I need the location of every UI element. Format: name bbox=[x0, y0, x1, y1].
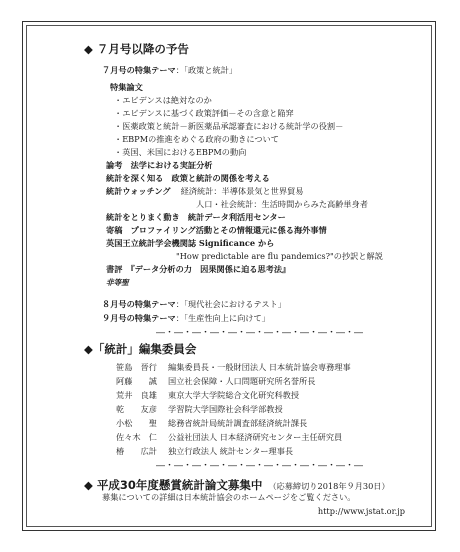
table-row bbox=[116, 433, 342, 441]
table-row bbox=[116, 447, 293, 455]
tokushu-label: 特集論文 bbox=[110, 82, 143, 92]
list-item: ・医薬政策と統計－新医薬品承認審査における統計学の役割－ bbox=[114, 121, 344, 131]
divider: ―・―・―・―・―・―・―・―・―・―・―・― bbox=[156, 328, 364, 338]
member-name: 荒井 良雄 bbox=[116, 390, 157, 400]
table-row bbox=[116, 405, 283, 413]
website-link[interactable]: http://www.jstat.or.jp bbox=[317, 506, 405, 516]
watching-item-1: 経済統計：半導体景気と世界貿易 bbox=[180, 186, 304, 196]
member-name: 椿 広計 bbox=[116, 446, 157, 456]
award-deadline: （応募締切り2018年９月30日） bbox=[268, 481, 390, 491]
aug-theme-value: ：「現代社会におけるテスト」 bbox=[175, 299, 286, 309]
divider: ―・―・―・―・―・―・―・―・―・―・―・― bbox=[156, 461, 364, 471]
rss-line: 英国王立統計学会機関誌 Significance から bbox=[106, 238, 275, 248]
watching-label: 統計ウォッチング bbox=[106, 186, 171, 196]
table-row bbox=[116, 391, 299, 399]
member-name: 小松 聖 bbox=[116, 418, 157, 428]
aug-theme-label: ８月号の特集テーマ bbox=[102, 299, 176, 309]
award-note: 募集についての詳細は日本統計協会のホームページをご覧ください。 bbox=[102, 492, 356, 502]
member-role: 国立社会保障・人口問題研究所名誉所長 bbox=[168, 376, 316, 386]
table-row bbox=[116, 363, 351, 371]
aug-theme-line bbox=[102, 300, 286, 308]
member-role: 学習院大学国際社会科学部教授 bbox=[168, 404, 283, 414]
member-name: 笹島 晉行 bbox=[116, 362, 157, 372]
table-row bbox=[116, 419, 307, 427]
member-name: 佐々木 仁 bbox=[116, 432, 157, 442]
list-item: ・エビデンスに基づく政策評価－その含意と陥穽 bbox=[114, 108, 294, 118]
july-theme-line bbox=[102, 66, 237, 74]
member-role: 公益社団法人 日本経済研究センター主任研究員 bbox=[168, 432, 343, 442]
committee-heading: ◆「統計」編集委員会 bbox=[84, 342, 197, 356]
member-role: 独立行政法人 統計センター理事長 bbox=[168, 446, 294, 456]
shohyo-line: 書評 『データ分析の力 因果関係に迫る思考法』 bbox=[106, 264, 291, 274]
watching-item-2: 人口・社会統計：生活時間からみた高齢単身者 bbox=[196, 199, 368, 209]
kiko-line: 寄稿 プロファイリング活動とその情報還元に係る海外事情 bbox=[106, 225, 327, 235]
list-item: ・EBPMの推進をめぐる政府の動きについて bbox=[114, 134, 279, 144]
list-item: ・エビデンスは絶対なのか bbox=[114, 95, 212, 105]
sep-theme-value: ：「生産性向上に向けて」 bbox=[175, 313, 270, 323]
torimaku-line: 統計をとりまく動き 統計データ利活用センター bbox=[106, 212, 286, 222]
member-name: 阿藤 誠 bbox=[116, 376, 157, 386]
member-role: 東京大学大学院総合文化研究科教授 bbox=[168, 390, 300, 400]
member-name: 乾 友彦 bbox=[116, 404, 157, 414]
award-heading: ◆ 平成30年度懸賞統計論文募集中 bbox=[84, 478, 263, 492]
july-theme-value: ：「政策と統計」 bbox=[175, 65, 238, 75]
award-heading-line bbox=[84, 476, 390, 492]
sep-theme-line bbox=[102, 314, 270, 322]
list-item: ・英国、米国におけるEBPMの動向 bbox=[114, 147, 247, 157]
watching-line bbox=[106, 187, 303, 195]
etc-line: 非等聖 bbox=[106, 278, 129, 287]
sep-theme-label: ９月号の特集テーマ bbox=[102, 313, 176, 323]
fukaku-line: 統計を深く知る 政策と統計の関係を考える bbox=[106, 173, 270, 183]
member-role: 総務省統計局統計調査部経済統計課長 bbox=[168, 418, 308, 428]
member-role: 編集委員長・一般財団法人 日本統計協会専務理事 bbox=[168, 362, 351, 372]
july-theme-label: ７月号の特集テーマ bbox=[102, 65, 176, 75]
ronko-line: 論考 法学における実証分析 bbox=[106, 160, 213, 170]
table-row bbox=[116, 377, 315, 385]
rss-subtitle: "How predictable are flu pandemics?"の抄訳と解説 bbox=[176, 251, 383, 261]
preview-heading: ◆ ７月号以降の予告 bbox=[84, 42, 189, 56]
